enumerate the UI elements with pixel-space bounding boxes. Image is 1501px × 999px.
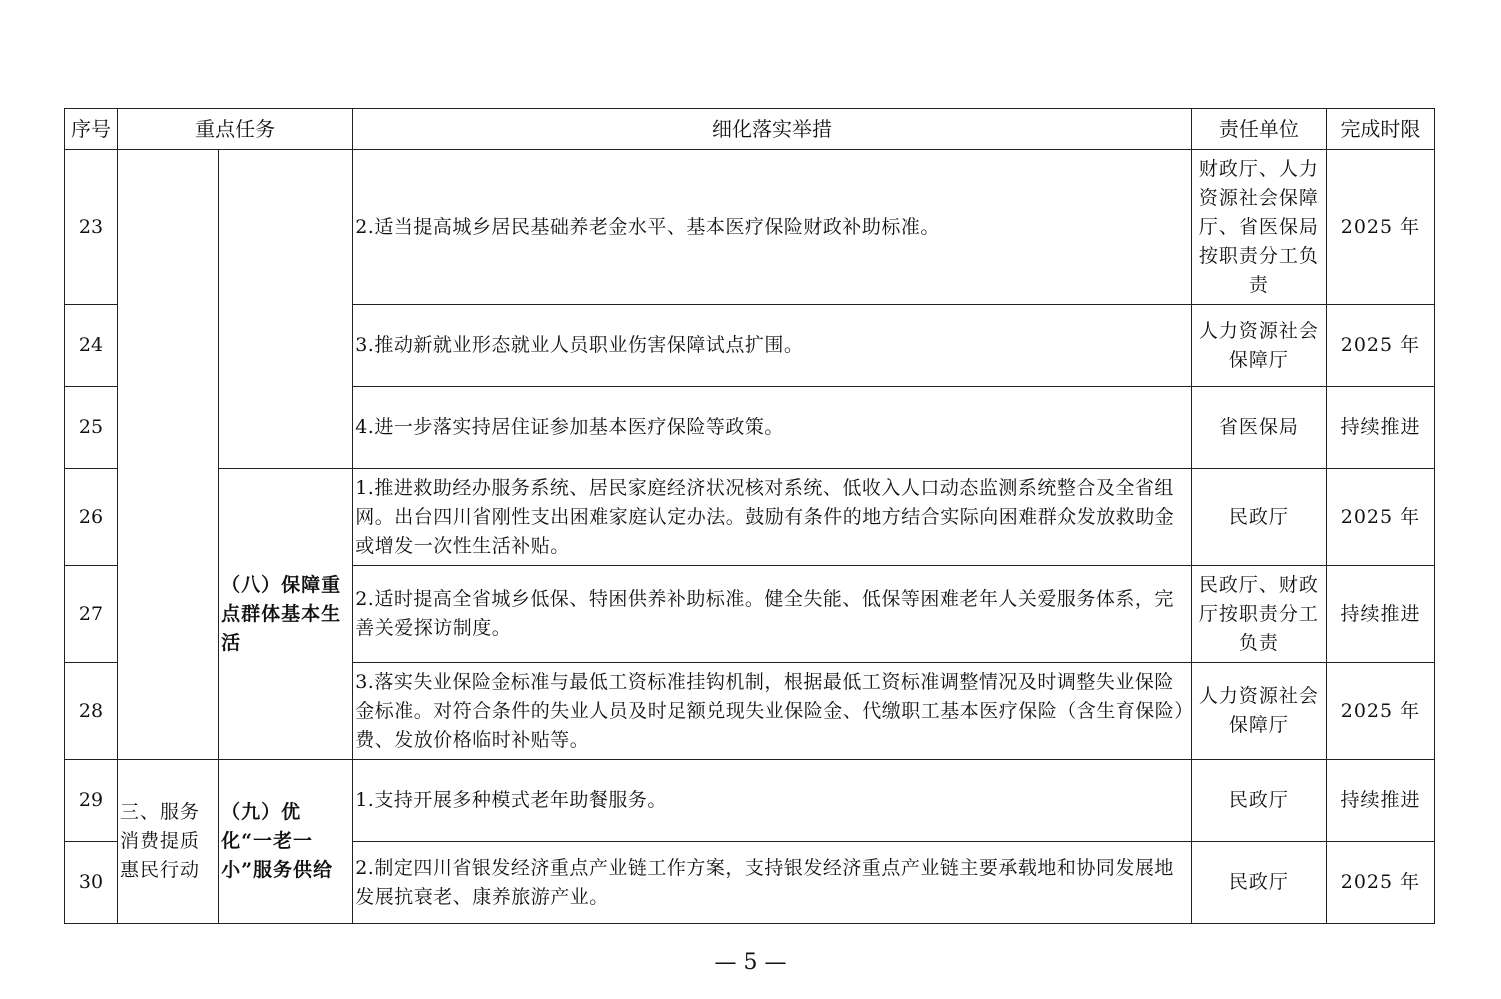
task-group-cell-empty <box>118 150 219 760</box>
deadline: 2025 年 <box>1326 150 1434 305</box>
row-number: 29 <box>65 760 118 842</box>
deadline: 持续推进 <box>1326 387 1434 469</box>
header-task: 重点任务 <box>118 109 353 150</box>
table-row <box>65 469 1435 566</box>
header-unit: 责任单位 <box>1191 109 1326 150</box>
responsible-unit: 民政厅 <box>1191 760 1326 842</box>
row-number: 28 <box>65 663 118 760</box>
deadline: 持续推进 <box>1326 760 1434 842</box>
subtask-cell-empty <box>219 150 353 469</box>
deadline: 2025 年 <box>1326 842 1434 924</box>
responsible-unit: 民政厅 <box>1191 469 1326 566</box>
deadline: 2025 年 <box>1326 469 1434 566</box>
row-number: 25 <box>65 387 118 469</box>
row-number: 30 <box>65 842 118 924</box>
responsible-unit: 省医保局 <box>1191 387 1326 469</box>
measure-text: 4.进一步落实持居住证参加基本医疗保险等政策。 <box>353 387 1192 469</box>
measure-text: 2.适时提高全省城乡低保、特困供养补助标准。健全失能、低保等困难老年人关爱服务体系，完善关爱探访制度。 <box>353 566 1192 663</box>
measure-text: 2.适当提高城乡居民基础养老金水平、基本医疗保险财政补助标准。 <box>353 150 1192 305</box>
measure-text: 3.推动新就业形态就业人员职业伤害保障试点扩围。 <box>353 305 1192 387</box>
measure-text: 3.落实失业保险金标准与最低工资标准挂钩机制，根据最低工资标准调整情况及时调整失业保险金标准。对符合条件的失业人员及时足额兑现失业保险金、代缴职工基本医疗保险（含生育保险）费、发放价格临时补贴等。 <box>353 663 1192 760</box>
row-number: 26 <box>65 469 118 566</box>
row-number: 27 <box>65 566 118 663</box>
responsible-unit: 民政厅、财政厅按职责分工负责 <box>1191 566 1326 663</box>
deadline: 2025 年 <box>1326 663 1434 760</box>
header-deadline: 完成时限 <box>1326 109 1434 150</box>
subtask-8: （八）保障重点群体基本生活 <box>219 469 353 760</box>
header-seq: 序号 <box>65 109 118 150</box>
subtask-9: （九）优化“一老一小”服务供给 <box>219 760 353 924</box>
responsible-unit: 民政厅 <box>1191 842 1326 924</box>
task-group-3: 三、服务消费提质惠民行动 <box>118 760 219 924</box>
measure-text: 1.支持开展多种模式老年助餐服务。 <box>353 760 1192 842</box>
page-number: — 5 — <box>714 950 787 975</box>
header-measure: 细化落实举措 <box>353 109 1192 150</box>
responsible-unit: 人力资源社会保障厅 <box>1191 305 1326 387</box>
table-row <box>65 150 1435 305</box>
row-number: 24 <box>65 305 118 387</box>
measures-table <box>64 108 1435 924</box>
responsible-unit: 人力资源社会保障厅 <box>1191 663 1326 760</box>
table-header-row <box>65 109 1435 150</box>
table-row <box>65 760 1435 842</box>
deadline: 2025 年 <box>1326 305 1434 387</box>
measure-text: 1.推进救助经办服务系统、居民家庭经济状况核对系统、低收入人口动态监测系统整合及全省组网。出台四川省刚性支出困难家庭认定办法。鼓励有条件的地方结合实际向困难群众发放救助金或增发一次性生活补贴。 <box>353 469 1192 566</box>
measure-text: 2.制定四川省银发经济重点产业链工作方案，支持银发经济重点产业链主要承载地和协同发展地发展抗衰老、康养旅游产业。 <box>353 842 1192 924</box>
row-number: 23 <box>65 150 118 305</box>
responsible-unit: 财政厅、人力资源社会保障厅、省医保局按职责分工负责 <box>1191 150 1326 305</box>
deadline: 持续推进 <box>1326 566 1434 663</box>
